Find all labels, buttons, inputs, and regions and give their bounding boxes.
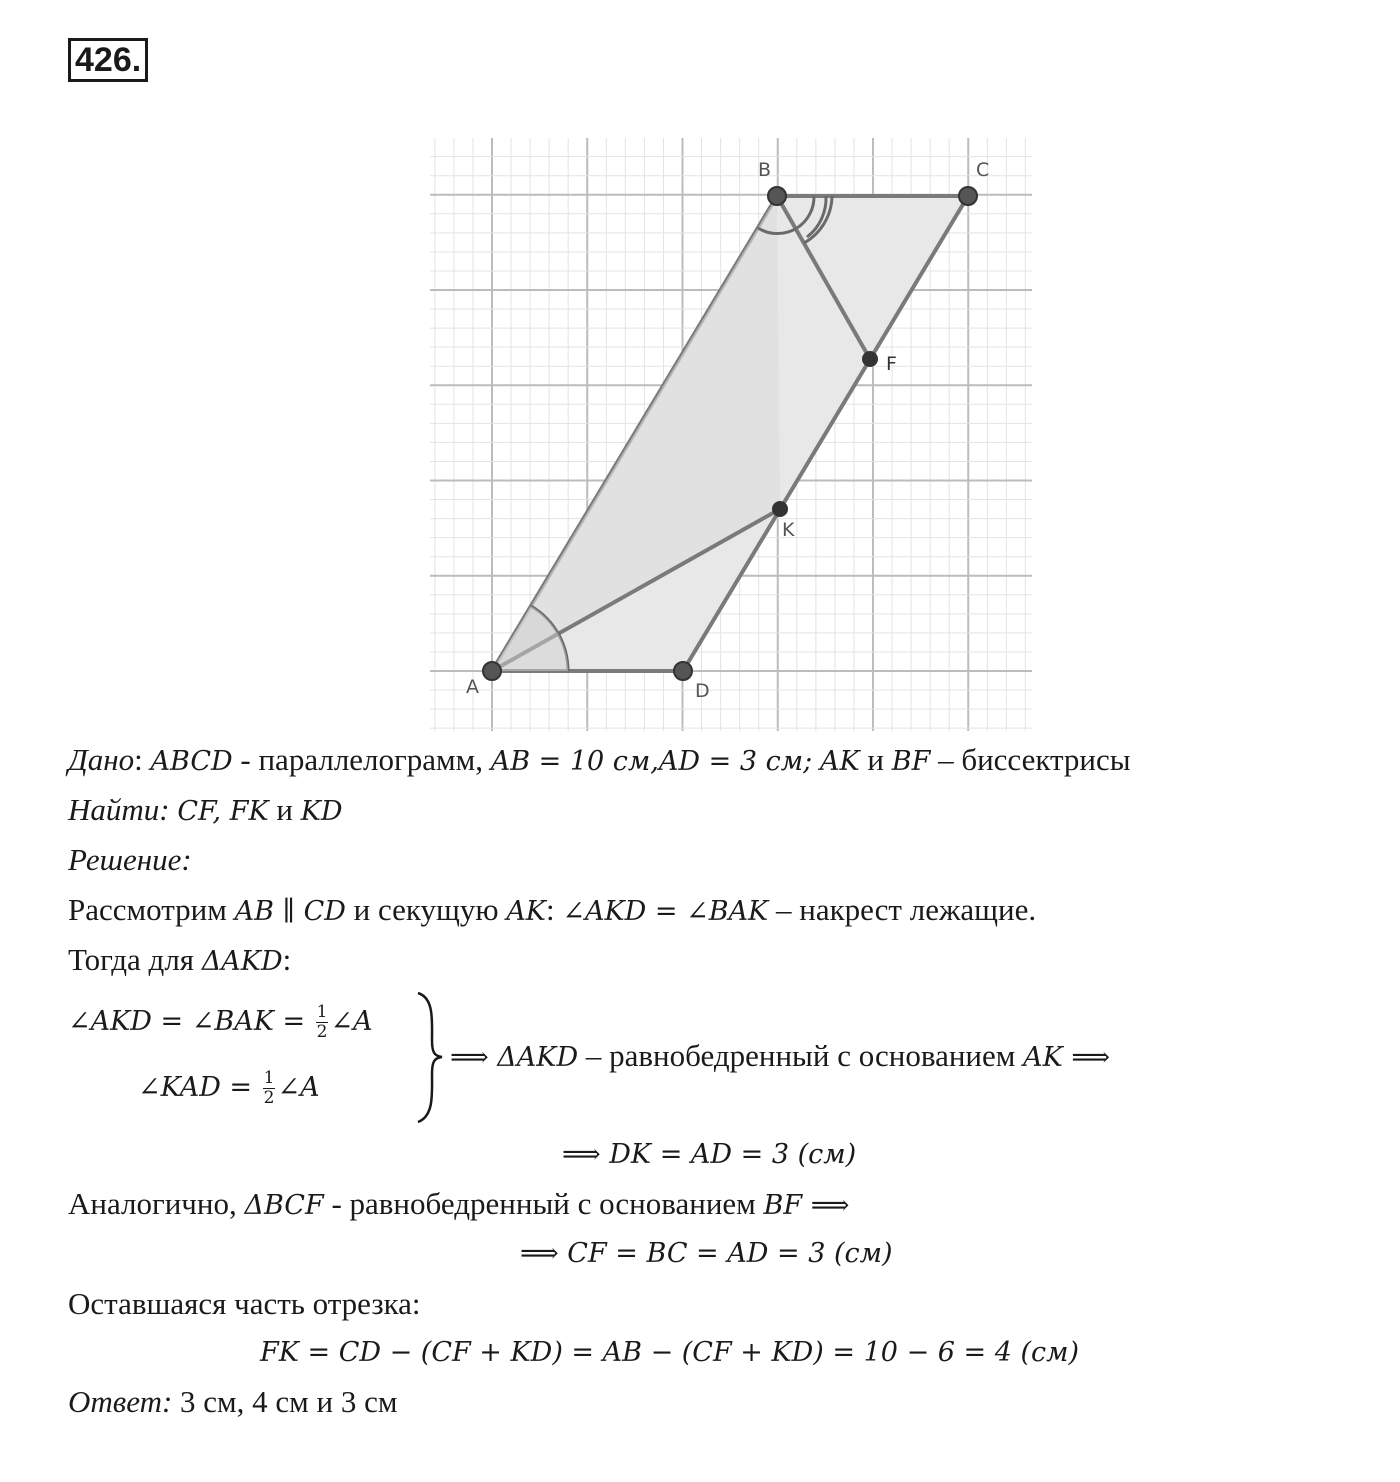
find-kd: KD (300, 796, 343, 827)
step3-line (68, 1184, 849, 1226)
given-label: Дано (68, 742, 135, 777)
system-row2 (138, 1066, 320, 1108)
label-k: K (782, 519, 795, 541)
given-bf: BF (891, 746, 931, 777)
result-dk: ⟹ DK = AD = 3 (см) (562, 1139, 857, 1170)
step2-t1: Тогда для (68, 942, 202, 977)
implies-arrow-2: ⟹ (1062, 1042, 1111, 1073)
label-b: B (758, 159, 772, 181)
given-line (68, 740, 1131, 782)
fraction-half-1 (316, 1003, 329, 1042)
step1-t2: и секущую (345, 892, 507, 927)
implies-arrow: ⟹ (450, 1042, 498, 1073)
point-k (772, 501, 788, 517)
fraction-2-den: 2 (263, 1088, 275, 1109)
step1-m2: AK (506, 896, 546, 927)
system-row1-right: ∠A (330, 1006, 373, 1037)
find-and: и (268, 792, 301, 827)
step2-t2: : (282, 942, 292, 977)
step3-t3: ⟹ (802, 1190, 850, 1221)
find-label: Найти: (68, 792, 178, 827)
point-d (674, 662, 692, 680)
answer-line (68, 1382, 398, 1422)
label-a: A (466, 676, 479, 698)
result-cf: ⟹ CF = BC = AD = 3 (см) (520, 1238, 893, 1269)
fraction-half-2 (263, 1069, 276, 1108)
given-figure: ABCD (150, 746, 233, 777)
step1-m1: AB ∥ CD (234, 896, 346, 927)
given-and: и (859, 742, 892, 777)
given-text2: – биссектрисы (930, 742, 1131, 777)
system-conclusion-text: – равнобедренный с основанием (578, 1038, 1024, 1073)
fraction-1-num: 1 (316, 1002, 328, 1023)
find-cf-fk: CF, FK (177, 796, 269, 827)
answer-text: 3 см, 4 см и 3 см (172, 1384, 398, 1419)
find-line (68, 790, 343, 832)
step1-t1: Рассмотрим (68, 892, 235, 927)
point-f (862, 351, 878, 367)
system-conclusion (450, 1036, 1110, 1078)
step1-t4: – накрест лежащие. (768, 892, 1037, 927)
step1-line (68, 890, 1036, 932)
system-row2-left: ∠KAD = (138, 1072, 261, 1103)
system-ak: AK (1023, 1042, 1063, 1073)
system-row2-right: ∠A (277, 1072, 320, 1103)
given-ab: AB = 10 см, (490, 746, 659, 777)
given-text1: - параллелограмм, (232, 742, 491, 777)
step3-t2: - равнобедренный с основанием (323, 1186, 764, 1221)
step3-t1: Аналогично, (68, 1186, 245, 1221)
fraction-2-num: 1 (263, 1068, 275, 1089)
given-colon: : (134, 742, 151, 777)
step2-m1: ΔAKD (201, 946, 283, 977)
point-a (483, 662, 501, 680)
point-c (959, 187, 977, 205)
step1-m3: ∠AKD = ∠BAK (562, 896, 769, 927)
problem-number: 426. (68, 38, 148, 82)
answer-label: Ответ: (68, 1384, 173, 1419)
label-f: F (886, 353, 897, 375)
step2-line (68, 940, 291, 982)
step1-t3: : (545, 892, 563, 927)
system-row1 (68, 1000, 373, 1042)
step3-m2: BF (763, 1190, 803, 1221)
solution-label: Решение: (68, 842, 192, 877)
step3-m1: ΔBCF (244, 1190, 324, 1221)
right-brace (410, 990, 450, 1125)
system-triangle: ΔAKD (497, 1042, 579, 1073)
label-d: D (695, 680, 710, 702)
given-ak: AK (819, 746, 860, 777)
system-row1-left: ∠AKD = ∠BAK = (68, 1006, 314, 1037)
given-ad: AD = 3 см; (658, 746, 813, 777)
remaining-label: Оставшаяся часть отрезка: (68, 1286, 421, 1321)
label-c: C (976, 159, 990, 181)
result-fk: FK = CD − (CF + KD) = AB − (CF + KD) = 10 − 6 = 4 (см) (260, 1337, 1080, 1368)
point-b (768, 187, 786, 205)
parallelogram-figure (420, 130, 1040, 735)
fraction-1-den: 2 (316, 1022, 328, 1043)
